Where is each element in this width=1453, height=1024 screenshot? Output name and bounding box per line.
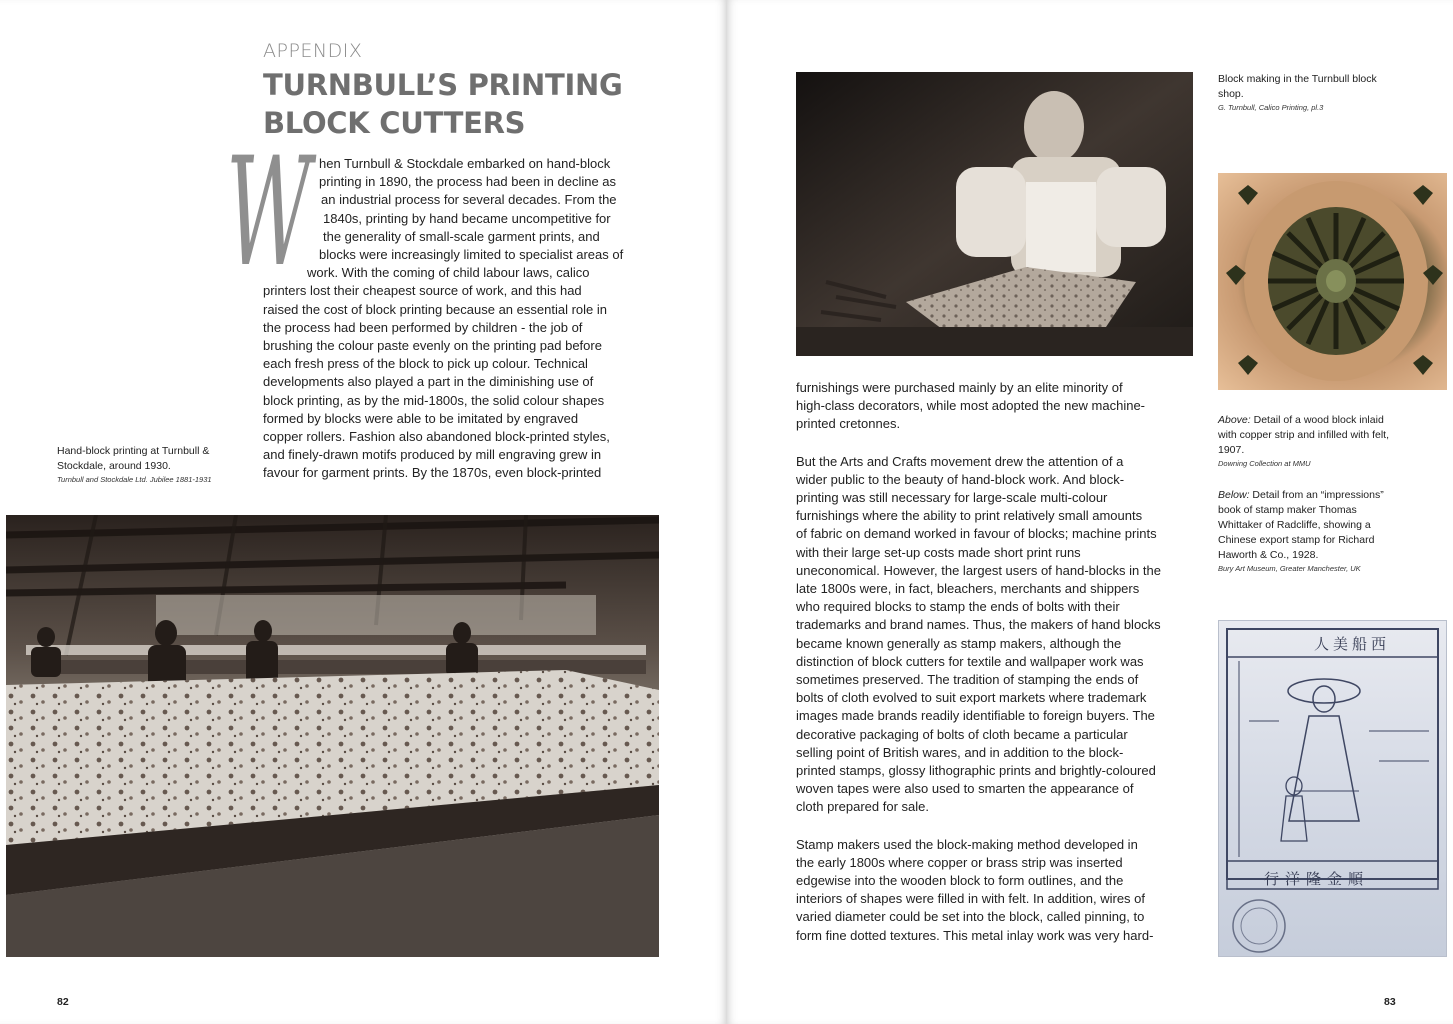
text-line: of fabric on demand worked in favour of blocks; machine prints xyxy=(796,526,1157,542)
text-line: cloth prepared for sale. xyxy=(796,799,929,815)
text-line: brushing the colour paste evenly on the printing pad before xyxy=(263,338,602,354)
text-line: developments also played a part in the diminishing use of xyxy=(263,374,594,390)
text-line: distinction of block cutters for textile and wallpaper work was xyxy=(796,653,1144,669)
caption-credit: Bury Art Museum, Greater Manchester, UK xyxy=(1218,564,1361,573)
block-shop-caption xyxy=(1218,72,1388,114)
text-line: varied diameter could be set into the block, called pinning, to xyxy=(796,909,1145,925)
text-line: trademarks and brand names. Thus, the makers of hand blocks xyxy=(796,617,1161,633)
text-line: printing was still necessary for large-scale multi-colour xyxy=(796,490,1108,506)
text-line: copper rollers. Fashion also abandoned block-printed styles, xyxy=(263,429,610,445)
text-line: each fresh press of the block to pick up colour. Technical xyxy=(263,356,588,372)
wood-block-caption xyxy=(1218,413,1403,470)
stamp-caption xyxy=(1218,488,1403,575)
text-line: the process had been performed by children - the job of xyxy=(263,319,583,335)
paragraph xyxy=(796,379,1196,434)
text-line: bolts of cloth evolved to suit export markets where trademark xyxy=(796,690,1147,706)
caption-text xyxy=(1218,413,1403,458)
section-label: APPENDIX xyxy=(263,40,363,62)
caption-body: Detail from an “impressions” book of stamp maker Thomas Whittaker of Radcliffe, showing a Chinese export stamp for Richard Haworth & Co., 1928. xyxy=(1218,489,1384,561)
caption-credit: Downing Collection at MMU xyxy=(1218,459,1311,468)
text-line: hen Turnbull & Stockdale embarked on hand-block xyxy=(319,156,611,171)
factory-printing-photo xyxy=(6,515,659,957)
text-line: wider public to the beauty of hand-block work. And block- xyxy=(796,471,1125,487)
text-line: became known generally as stamp makers, although the xyxy=(796,635,1122,651)
text-line: block printing, as by the mid-1800s, the solid colour shapes xyxy=(263,392,605,408)
text-line: uneconomical. However, the largest users of hand-blocks in the xyxy=(796,562,1161,578)
text-line: 1840s, printing by hand became uncompetitive for xyxy=(323,210,611,226)
text-line: blocks were increasingly limited to specialist areas of xyxy=(319,247,624,263)
intro-text xyxy=(263,155,658,483)
caption-credit: G. Turnbull, Calico Printing, pl.3 xyxy=(1218,103,1324,112)
right-page xyxy=(727,0,1453,1024)
page-title: TURNBULL’S PRINTING BLOCK CUTTERS xyxy=(263,68,623,140)
caption-lead: Above: xyxy=(1218,414,1251,426)
text-line: the generality of small-scale garment prints, and xyxy=(323,228,600,244)
stamp-bottom-text: 行洋隆金順 xyxy=(1264,870,1370,888)
text-line: Stamp makers used the block-making method developed in xyxy=(796,836,1138,852)
text-line: favour for garment prints. By the 1870s, even block-printed xyxy=(263,465,602,481)
caption-lead: Below: xyxy=(1218,489,1250,501)
text-line: edgewise into the wooden block to form outlines, and the xyxy=(796,873,1124,889)
block-making-photo xyxy=(796,72,1193,356)
text-line: But the Arts and Crafts movement drew the attention of a xyxy=(796,453,1124,469)
left-page xyxy=(0,0,726,1024)
text-line: late 1800s were, in fact, bleachers, merchants and shippers xyxy=(796,581,1140,597)
text-line: formed by blocks were able to be imitated by engraved xyxy=(263,410,579,426)
text-line: printers lost their cheapest source of work, and this had xyxy=(263,283,582,299)
text-line: furnishings were purchased mainly by an elite minority of xyxy=(796,380,1123,395)
text-line: decorative packaging of bolts of cloth became a particular xyxy=(796,726,1128,742)
caption-text xyxy=(1218,488,1403,563)
text-line: and finely-drawn motifs produced by mill engraving grew in xyxy=(263,447,602,463)
paragraph xyxy=(796,836,1196,945)
caption-text: Hand-block printing at Turnbull & Stockdale, around 1930. xyxy=(57,445,210,472)
caption-text: Block making in the Turnbull block shop. xyxy=(1218,73,1377,100)
text-line: high-class decorators, while most adopted the new machine- xyxy=(796,398,1146,414)
drop-cap: W xyxy=(226,126,311,300)
text-line: sometimes preserved. The tradition of stamping the ends of xyxy=(796,672,1139,688)
text-line: an industrial process for several decades. From the xyxy=(321,192,617,208)
text-line: interiors of shapes were filled in with felt. In addition, wires of xyxy=(796,891,1146,907)
wood-block-photo xyxy=(1218,173,1447,390)
caption-body: Detail of a wood block inlaid with copper strip and infilled with felt, 1907. xyxy=(1218,414,1389,456)
factory-photo-caption xyxy=(57,444,247,486)
paragraph xyxy=(796,453,1196,817)
text-line: form fine dotted textures. This metal inlay work was very hard- xyxy=(796,927,1154,943)
stamp-top-text: 人美船西 xyxy=(1314,635,1391,653)
text-line: selling point of British wares, and in addition to the block- xyxy=(796,744,1124,760)
factory-photo-illustration xyxy=(6,515,659,957)
caption-credit: Turnbull and Stockdale Ltd. Jubilee 1881-1931 xyxy=(57,475,212,484)
text-line: printed stamps, glossy lithographic prints and brightly-coloured xyxy=(796,763,1156,779)
wood-block-illustration xyxy=(1218,173,1447,390)
page-number: 82 xyxy=(57,996,69,1008)
text-line: work. With the coming of child labour laws, calico xyxy=(307,265,590,281)
text-line: with their large set-up costs made short print runs xyxy=(796,544,1081,560)
text-line: the early 1800s where copper or brass strip was inserted xyxy=(796,854,1123,870)
text-line: raised the cost of block printing because an essential role in xyxy=(263,301,607,317)
text-line: printed cretonnes. xyxy=(796,416,901,432)
text-line: who required blocks to stamp the ends of bolts with their xyxy=(796,599,1120,615)
text-line: printing in 1890, the process had been in decline as xyxy=(319,174,617,190)
body-column xyxy=(796,379,1196,964)
block-maker-illustration xyxy=(796,72,1193,356)
page-number: 83 xyxy=(1384,996,1396,1008)
stamp-illustration xyxy=(1219,621,1446,956)
text-line: images made brands readily identifiable to foreign buyers. The xyxy=(796,708,1155,724)
text-line: furnishings where the ability to print relatively small amounts xyxy=(796,508,1143,524)
text-line: woven tapes were also used to smarten the appearance of xyxy=(796,781,1134,797)
chinese-export-stamp-image xyxy=(1218,620,1447,957)
